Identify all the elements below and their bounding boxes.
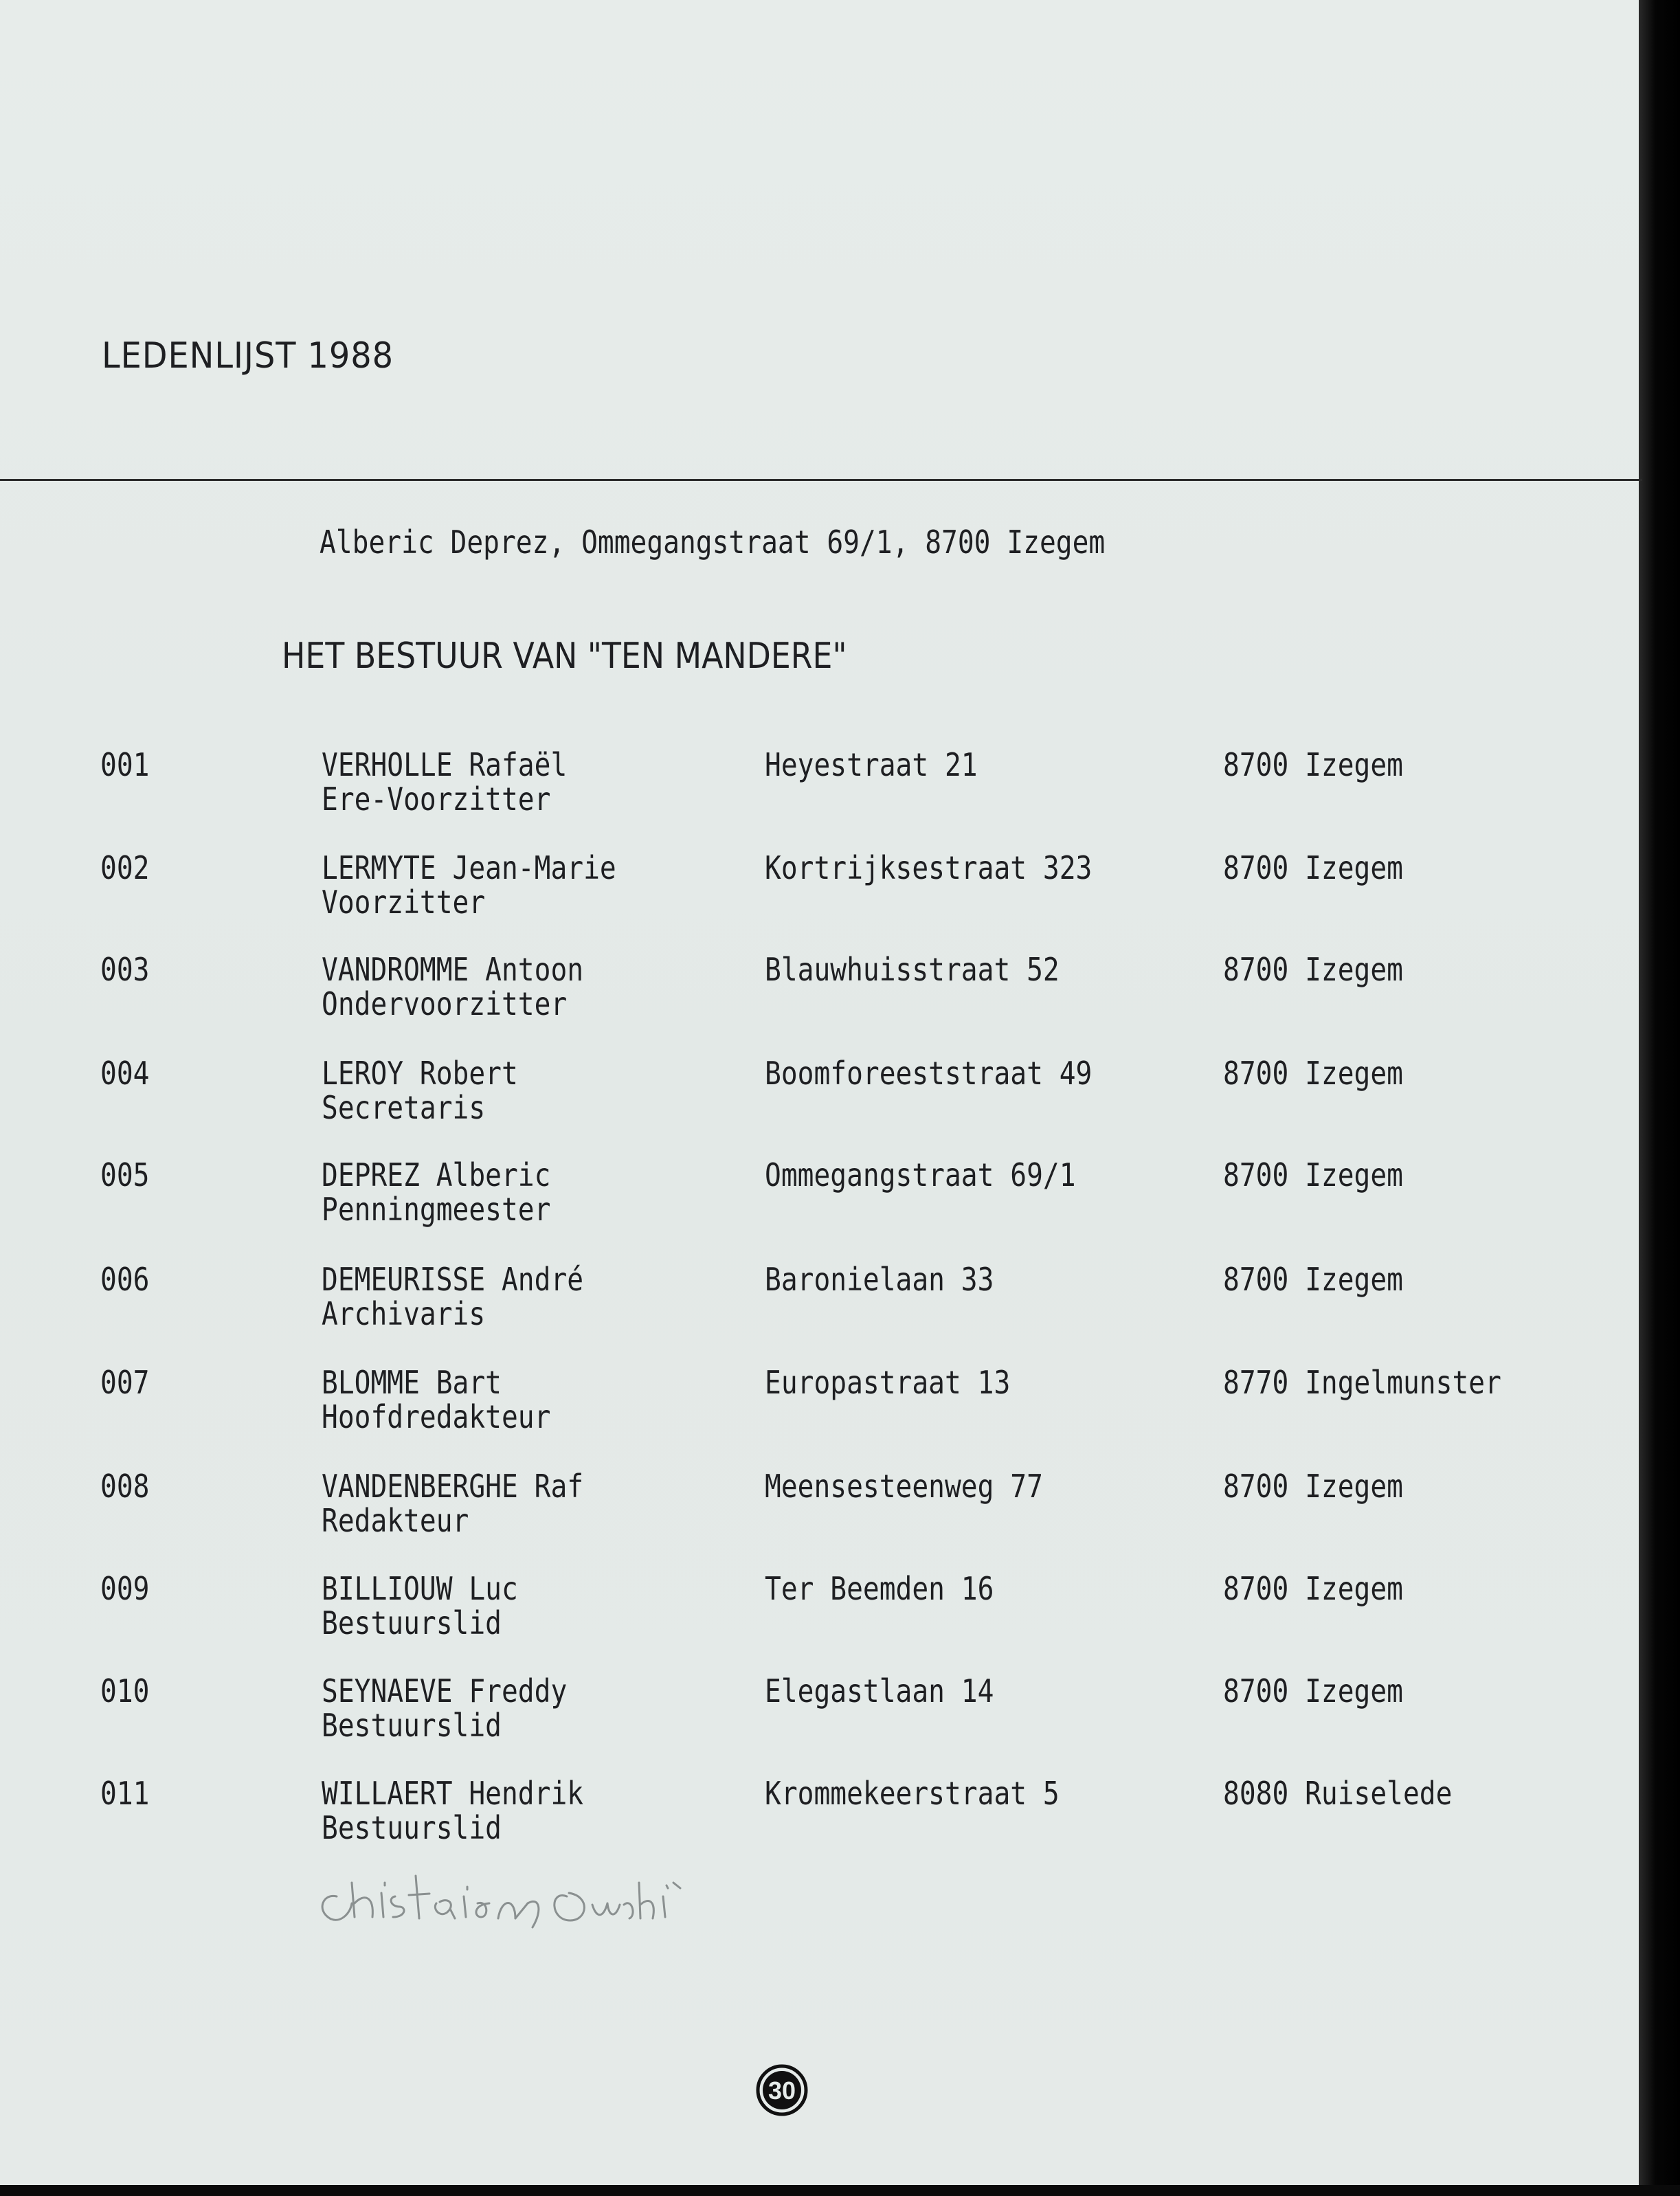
member-city: 8700 Izegem [1223, 849, 1403, 886]
member-row [0, 1674, 1642, 1756]
member-number: 004 [100, 1055, 150, 1092]
page-number: 30 [768, 2076, 796, 2105]
member-street: Europastraat 13 [765, 1364, 1011, 1401]
member-city: 8700 Izegem [1223, 951, 1403, 988]
member-number: 007 [100, 1364, 150, 1401]
member-name: BILLIOUW Luc [322, 1570, 518, 1607]
member-city: 8700 Izegem [1223, 1570, 1403, 1607]
member-role: Ere-Voorzitter [322, 781, 551, 818]
member-number: 003 [100, 951, 150, 988]
member-number: 008 [100, 1468, 150, 1505]
member-name: LERMYTE Jean-Marie [322, 849, 616, 886]
member-row [0, 1571, 1642, 1654]
member-number: 006 [100, 1261, 150, 1298]
member-city: 8700 Izegem [1223, 746, 1403, 783]
member-street: Krommekeerstraat 5 [765, 1775, 1060, 1812]
member-city: 8080 Ruiselede [1223, 1775, 1453, 1812]
member-row [0, 1469, 1642, 1551]
contact-line: Alberic Deprez, Ommegangstraat 69/1, 8700 Izegem [320, 524, 1106, 561]
member-city: 8770 Ingelmunster [1223, 1364, 1501, 1401]
member-city: 8700 Izegem [1223, 1055, 1403, 1092]
member-number: 009 [100, 1570, 150, 1607]
handwritten-note [309, 1855, 694, 1931]
member-name: DEPREZ Alberic [322, 1156, 551, 1194]
scan-edge-right [1639, 0, 1680, 2196]
member-name: BLOMME Bart [322, 1364, 502, 1401]
page-number-badge [754, 2063, 809, 2118]
member-role: Secretaris [322, 1089, 486, 1126]
member-name: WILLAERT Hendrik [322, 1775, 584, 1812]
member-number: 011 [100, 1775, 150, 1812]
member-city: 8700 Izegem [1223, 1468, 1403, 1505]
member-number: 001 [100, 746, 150, 783]
document-title: LEDENLIJST 1988 [102, 335, 394, 377]
member-role: Penningmeester [322, 1191, 551, 1228]
member-role: Bestuurslid [322, 1604, 502, 1642]
member-row [0, 1158, 1642, 1240]
member-street: Meensesteenweg 77 [765, 1468, 1043, 1505]
member-row [0, 1262, 1642, 1345]
member-city: 8700 Izegem [1223, 1672, 1403, 1710]
member-street: Baronielaan 33 [765, 1261, 994, 1298]
member-name: LEROY Robert [322, 1055, 518, 1092]
member-row [0, 952, 1642, 1035]
member-number: 005 [100, 1156, 150, 1194]
member-name: SEYNAEVE Freddy [322, 1672, 568, 1710]
member-role: Bestuurslid [322, 1809, 502, 1846]
member-name: VANDROMME Antoon [322, 951, 584, 988]
member-row [0, 1776, 1642, 1859]
member-role: Bestuurslid [322, 1707, 502, 1744]
member-number: 010 [100, 1672, 150, 1710]
member-name: VERHOLLE Rafaël [322, 746, 568, 783]
member-name: DEMEURISSE André [322, 1261, 584, 1298]
member-row [0, 1056, 1642, 1139]
member-street: Blauwhuisstraat 52 [765, 951, 1060, 988]
board-heading: HET BESTUUR VAN "TEN MANDERE" [282, 636, 847, 677]
member-street: Elegastlaan 14 [765, 1672, 994, 1710]
member-role: Voorzitter [322, 884, 486, 921]
member-row [0, 851, 1642, 933]
member-city: 8700 Izegem [1223, 1156, 1403, 1194]
member-role: Hoofdredakteur [322, 1398, 551, 1435]
member-name: VANDENBERGHE Raf [322, 1468, 584, 1505]
member-street: Heyestraat 21 [765, 746, 978, 783]
member-street: Kortrijksestraat 323 [765, 849, 1093, 886]
member-number: 002 [100, 849, 150, 886]
member-street: Ter Beemden 16 [765, 1570, 994, 1607]
member-street: Boomforeeststraat 49 [765, 1055, 1093, 1092]
member-row [0, 748, 1642, 830]
header-rule [0, 479, 1642, 481]
member-role: Archivaris [322, 1295, 486, 1332]
member-street: Ommegangstraat 69/1 [765, 1156, 1076, 1194]
member-city: 8700 Izegem [1223, 1261, 1403, 1298]
member-role: Redakteur [322, 1502, 469, 1539]
member-role: Ondervoorzitter [322, 985, 568, 1022]
scan-edge-bottom [0, 2185, 1680, 2196]
member-row [0, 1365, 1642, 1448]
